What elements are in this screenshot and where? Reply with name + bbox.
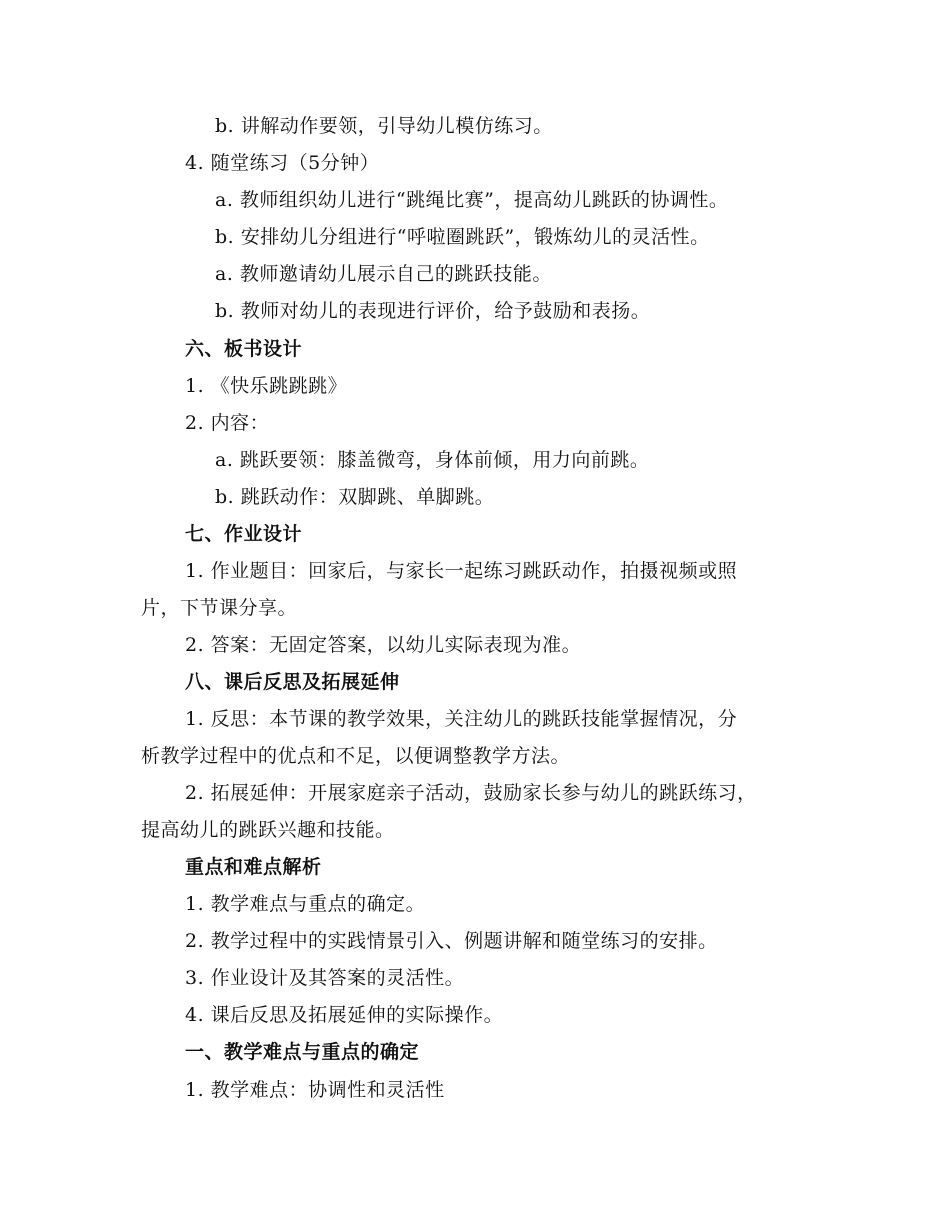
list-item-sub: b. 安排幼儿分组进行“呼啦圈跳跃”，锻炼幼儿的灵活性。 — [215, 226, 710, 248]
paragraph-line: 提高幼儿的跳跃兴趣和技能。 — [141, 819, 395, 841]
list-item-sub: b. 教师对幼儿的表现进行评价，给予鼓励和表扬。 — [215, 300, 651, 322]
list-item: 4. 课后反思及拓展延伸的实际操作。 — [185, 1004, 504, 1026]
paragraph-line: 析教学过程中的优点和不足，以便调整教学方法。 — [141, 745, 571, 767]
list-item-sub: b. 跳跃动作：双脚跳、单脚跳。 — [215, 486, 495, 508]
list-item-sub: a. 教师邀请幼儿展示自己的跳跃技能。 — [215, 263, 552, 285]
paragraph-line: 片，下节课分享。 — [141, 597, 298, 619]
paragraph-line: 1. 反思：本节课的教学效果，关注幼儿的跳跃技能掌握情况，分 — [185, 708, 738, 730]
list-item: 4. 随堂练习（5分钟） — [185, 152, 380, 174]
list-item: 1. 教学难点与重点的确定。 — [185, 893, 426, 915]
section-heading: 七、作业设计 — [185, 523, 303, 545]
section-heading: 六、板书设计 — [185, 338, 303, 360]
list-item: 2. 内容： — [185, 412, 270, 434]
paragraph-line: 2. 拓展延伸：开展家庭亲子活动，鼓励家长参与幼儿的跳跃练习， — [185, 782, 757, 804]
list-item-sub: a. 教师组织幼儿进行“跳绳比赛”，提高幼儿跳跃的协调性。 — [215, 189, 729, 211]
paragraph-line: 1. 作业题目：回家后，与家长一起练习跳跃动作，拍摄视频或照 — [185, 560, 738, 582]
paragraph-line: 2. 答案：无固定答案，以幼儿实际表现为准。 — [185, 634, 582, 656]
list-item: 1. 《快乐跳跳跳》 — [185, 375, 348, 397]
section-heading: 一、教学难点与重点的确定 — [185, 1041, 420, 1063]
section-heading: 重点和难点解析 — [185, 856, 322, 878]
list-item-sub: a. 跳跃要领：膝盖微弯，身体前倾，用力向前跳。 — [215, 449, 650, 471]
list-item: 1. 教学难点：协调性和灵活性 — [185, 1079, 445, 1101]
list-item: 3. 作业设计及其答案的灵活性。 — [185, 967, 465, 989]
list-item: 2. 教学过程中的实践情景引入、例题讲解和随堂练习的安排。 — [185, 930, 718, 952]
section-heading: 八、课后反思及拓展延伸 — [185, 671, 400, 693]
list-item-sub: b. 讲解动作要领，引导幼儿模仿练习。 — [215, 115, 553, 137]
